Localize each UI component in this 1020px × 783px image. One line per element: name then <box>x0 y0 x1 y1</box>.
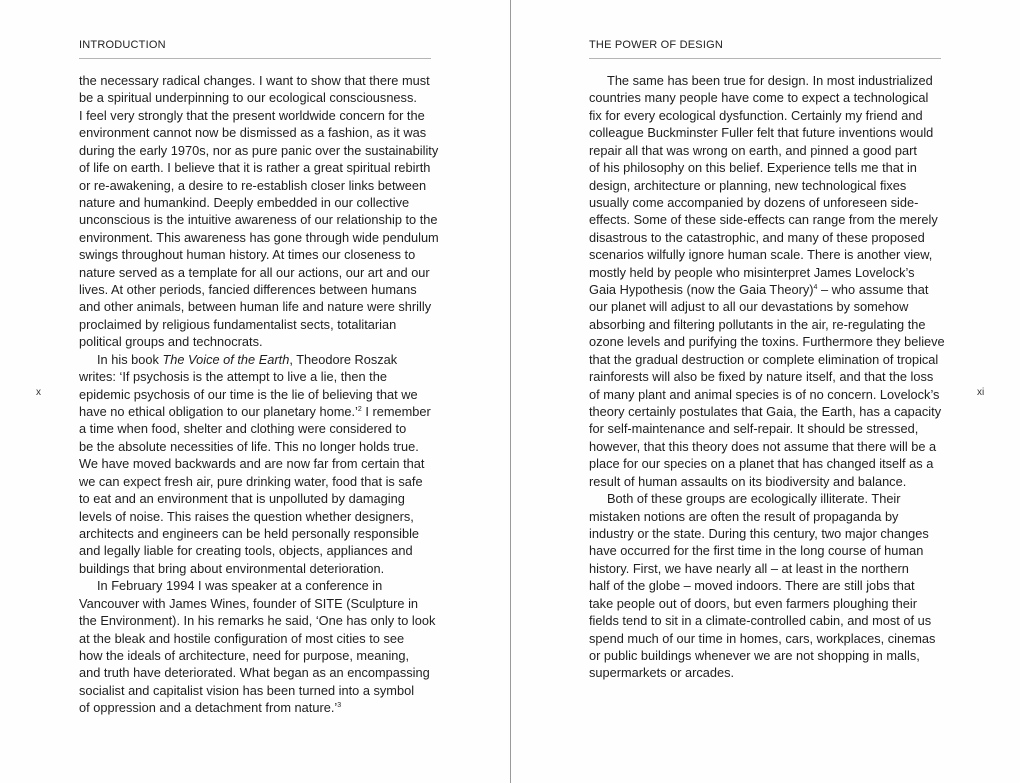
text-line: epidemic psychosis of our time is the lie of believing that we <box>79 386 418 402</box>
running-head: THE POWER OF DESIGN <box>589 39 723 51</box>
text-line: nature and humankind. Deeply embedded in our collective <box>79 194 410 210</box>
footnote-ref: 2 <box>357 406 362 414</box>
text-line: spend much of our time in homes, cars, workplaces, cinemas <box>589 630 936 646</box>
text-line: and truth have deteriorated. What began as an encompassing <box>79 665 430 681</box>
text-line: environment. This awareness has gone through wide pendulum <box>79 229 439 245</box>
text-line: disastrous to the catastrophic, and many of these proposed <box>589 229 925 245</box>
text-line: colleague Buckminster Fuller felt that future inventions would <box>589 125 934 141</box>
text-run: , Theodore Roszak <box>289 351 398 367</box>
text-line: and legally liable for creating tools, objects, appliances and <box>79 543 413 559</box>
text-line: history. First, we have nearly all – at least in the northern <box>589 560 909 576</box>
book-title: The Voice of the Earth <box>162 351 290 367</box>
text-line: ozone levels and purifying the toxins. Furthermore they believe <box>589 334 945 350</box>
text-line: and other animals, between human life and nature were shrilly <box>79 299 432 315</box>
text-line: half of the globe – moved indoors. There are still jobs that <box>589 578 915 594</box>
text-line: a time when food, shelter and clothing were considered to <box>79 421 407 437</box>
text-line: absorbing and filtering pollutants in the air, re-regulating the <box>589 316 926 332</box>
text-line: fields tend to sit in a climate-controlled cabin, and most of us <box>589 613 932 629</box>
text-line: countries many people have come to expect a technological <box>589 90 929 106</box>
text-line: unconscious is the intuitive awareness of our relationship to the <box>79 212 438 228</box>
text-line: architects and engineers can be held personally responsible <box>79 525 420 541</box>
paragraph <box>79 72 439 351</box>
text-line <box>79 403 439 420</box>
text-run: In his book <box>97 351 163 367</box>
text-line: scenarios wilfully ignore human scale. There is another view, <box>589 247 933 263</box>
text-line: environment cannot now be dismissed as a fashion, as it was <box>79 125 427 141</box>
text-line: usually come accompanied by dozens of unforeseen side- <box>589 194 919 210</box>
text-run: – who assume that <box>817 282 929 298</box>
text-line: our planet will adjust to all our devastations by somehow <box>589 299 909 315</box>
text-line: repair all that was wrong on earth, and pinned a good part <box>589 142 917 158</box>
text-line: socialist and capitalist vision has been turned into a symbol <box>79 682 415 698</box>
text-line: of his philosophy on this belief. Experience tells me that in <box>589 160 917 176</box>
text-line: theory certainly postulates that Gaia, the Earth, has a capacity <box>589 404 942 420</box>
text-line: to eat and an environment that is unpolluted by damaging <box>79 491 405 507</box>
text-line: of many plant and animal species is of no concern. Lovelock’s <box>589 386 940 402</box>
text-line: or public buildings whenever we are not shopping in malls, <box>589 647 920 663</box>
text-line: proclaimed by religious fundamentalist sects, totalitarian <box>79 316 397 332</box>
text-line: mostly held by people who misinterpret James Lovelock’s <box>589 264 915 280</box>
text-line: the Environment). In his remarks he said, ‘One has only to look <box>79 613 436 629</box>
text-run: I remember <box>361 404 431 420</box>
text-line: Both of these groups are ecologically illiterate. Their <box>607 491 901 507</box>
text-line <box>79 699 439 716</box>
running-head: INTRODUCTION <box>79 39 166 51</box>
text-line: The same has been true for design. In most industrialized <box>607 73 933 88</box>
text-line: that the gradual destruction or complete elimination of tropical <box>589 351 939 367</box>
text-line: result of human assaults on its biodiversity and balance. <box>589 473 907 489</box>
text-line: at the bleak and hostile configuration of most cities to see <box>79 630 405 646</box>
text-line: Vancouver with James Wines, founder of SITE (Sculpture in <box>79 595 419 611</box>
text-line <box>79 351 439 368</box>
text-line: industry or the state. During this century, two major changes <box>589 525 929 541</box>
text-line: writes: ‘If psychosis is the attempt to live a lie, then the <box>79 369 387 385</box>
text-line: how the ideals of architecture, need for purpose, meaning, <box>79 647 410 663</box>
text-line: mistaken notions are often the result of propaganda by <box>589 508 899 524</box>
header-rule <box>589 58 941 59</box>
body-text <box>589 72 949 682</box>
text-line: levels of noise. This raises the question whether designers, <box>79 508 414 524</box>
page-number: xi <box>977 387 985 398</box>
text-line: effects. Some of these side-effects can range from the merely <box>589 212 938 228</box>
text-line: I feel very strongly that the present worldwide concern for the <box>79 107 425 123</box>
text-line <box>589 281 949 298</box>
paragraph <box>79 351 439 577</box>
text-run: Gaia Hypothesis (now the Gaia Theory) <box>589 282 814 298</box>
text-line: We have moved backwards and are now far from certain that <box>79 456 425 472</box>
text-line: lives. At other periods, fancied differences between humans <box>79 282 417 298</box>
text-line: take people out of doors, but even farmers ploughing their <box>589 595 917 611</box>
text-line: place for our species on a planet that has changed itself as a <box>589 456 934 472</box>
text-line: however, that this theory does not assume that there will be a <box>589 438 937 454</box>
text-line: during the early 1970s, nor as pure panic over the sustainability <box>79 142 439 158</box>
text-line: rainforests will also be fixed by nature itself, and that the loss <box>589 369 934 385</box>
paragraph <box>589 490 949 682</box>
paragraph <box>79 577 439 716</box>
text-line: buildings that bring about environmental deterioration. <box>79 560 385 576</box>
text-line: design, architecture or planning, new technological fixes <box>589 177 907 193</box>
body-text <box>79 72 439 717</box>
text-line: nature served as a template for all our actions, our art and our <box>79 264 430 280</box>
text-line: of life on earth. I believe that it is rather a great spiritual rebirth <box>79 160 431 176</box>
text-line: for self-maintenance and self-repair. It should be stressed, <box>589 421 919 437</box>
text-line: be the absolute necessities of life. This no longer holds true. <box>79 438 419 454</box>
text-line: fix for every ecological dysfunction. Certainly my friend and <box>589 107 923 123</box>
text-line: have occurred for the first time in the long course of human <box>589 543 924 559</box>
text-line: the necessary radical changes. I want to show that there must <box>79 73 430 88</box>
text-line: we can expect fresh air, pure drinking water, food that is safe <box>79 473 423 489</box>
text-line: supermarkets or arcades. <box>589 665 735 681</box>
page-number: x <box>36 387 41 398</box>
paragraph <box>589 72 949 490</box>
text-line: be a spiritual underpinning to our ecological consciousness. <box>79 90 417 106</box>
text-line: or re-awakening, a desire to re-establish closer links between <box>79 177 427 193</box>
right-page <box>511 0 1020 783</box>
text-line: political groups and technocrats. <box>79 334 263 350</box>
header-rule <box>79 58 431 59</box>
text-run: of oppression and a detachment from nature.’ <box>79 700 338 716</box>
text-line: swings throughout human history. At times our closeness to <box>79 247 416 263</box>
text-run: have no ethical obligation to our planetary home.’ <box>79 404 358 420</box>
footnote-ref: 3 <box>337 702 342 710</box>
text-line: In February 1994 I was speaker at a conference in <box>97 578 383 594</box>
footnote-ref: 4 <box>813 284 818 292</box>
